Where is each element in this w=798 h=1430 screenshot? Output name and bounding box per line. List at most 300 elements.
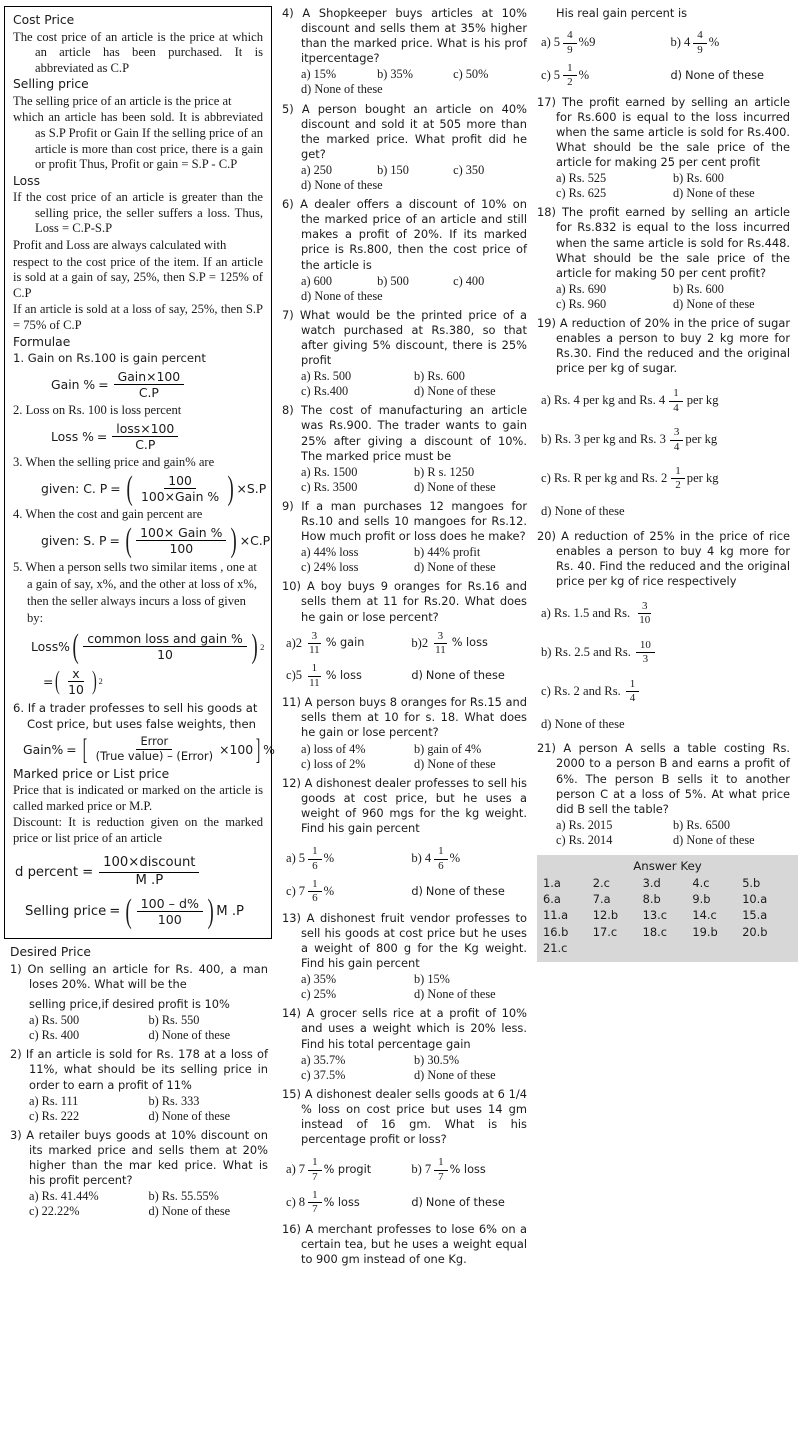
question-20-option-c[interactable] [537, 678, 790, 706]
question-5-text: A person bought an article on 40% discount and sold it at 505 more than the marked price. What profit did he get? [301, 101, 527, 161]
option-row [301, 163, 527, 178]
option-c-tail: % loss [323, 1195, 360, 1209]
column-right [533, 6, 794, 1430]
option-c-denominator: 6 [312, 892, 318, 905]
option-c-denominator: 2 [567, 76, 573, 89]
option-b-denominator: 9 [697, 43, 703, 56]
option-a[interactable]: a) Rs. 111 [29, 1093, 79, 1108]
question-14-options [282, 1053, 527, 1083]
formula-1-num: 1. [13, 351, 25, 366]
option-d[interactable]: d) None of these [673, 296, 755, 311]
option-c[interactable] [286, 662, 411, 690]
option-b-numerator: 3 [434, 630, 448, 644]
formula-4-text [13, 507, 263, 523]
option-row [29, 1204, 268, 1219]
option-row [301, 480, 527, 495]
option-d[interactable]: d) None of these [414, 987, 496, 1002]
option-c[interactable]: c) 25% [301, 987, 337, 1002]
question-19-option-d[interactable] [537, 505, 790, 519]
answer-key-row [543, 907, 792, 923]
d-percent-numerator: 100×discount [99, 855, 199, 872]
answer-cell: 5.b [742, 876, 761, 890]
question-10 [282, 579, 527, 624]
question-17 [537, 95, 790, 170]
option-a[interactable]: a) 600 [301, 273, 333, 288]
option-row [556, 297, 790, 312]
formula-2-lhs: Loss % [51, 429, 94, 445]
question-14 [282, 1006, 527, 1051]
formula-3-label: When the selling price and gain% are [25, 455, 215, 470]
question-1-text: On selling an article for Rs. 400, a man loses 20%. What will be the [27, 961, 268, 991]
text-cost-price-def: The cost price of an article is the price at which an article has been purchased. It is abbreviated as C.P [13, 29, 263, 75]
option-row [29, 1013, 268, 1028]
answer-cell: 16.b [543, 924, 569, 939]
option-b-fraction [434, 1156, 448, 1184]
answer-key-row [543, 924, 792, 940]
question-16-options-row-2 [537, 62, 790, 90]
option-d[interactable]: d) None of these [148, 1204, 231, 1219]
option-a-tail: %9 [578, 35, 596, 50]
option-b-tail: % loss [451, 636, 488, 650]
option-b[interactable] [411, 845, 527, 873]
answer-cell: 6.a [543, 892, 561, 907]
question-2 [10, 1047, 268, 1092]
option-d-label: d) [411, 669, 423, 683]
option-a[interactable]: a) 15% [301, 67, 337, 82]
option-a[interactable]: a) Rs. 500 [301, 369, 352, 384]
answer-cell [742, 940, 792, 956]
option-row [301, 178, 527, 193]
formula-4-denominator: 100 [169, 541, 194, 557]
option-b-label: b) Rs. 3 per kg and Rs. 3 [541, 432, 666, 447]
question-20-option-a[interactable] [537, 600, 790, 628]
option-b[interactable]: b) 35% [377, 67, 413, 82]
question-1-options [10, 1013, 268, 1043]
option-c[interactable]: c) Rs. 222 [29, 1108, 80, 1123]
question-19-number: 19) [537, 316, 556, 331]
option-c[interactable]: c) Rs. 400 [29, 1028, 80, 1043]
option-d[interactable]: d) None of these [301, 288, 383, 303]
question-12-options-row-1 [282, 845, 527, 873]
formula-1-fraction [114, 369, 185, 400]
question-11 [282, 695, 527, 740]
formula-2-equation [13, 421, 263, 452]
equals-sign: = [96, 429, 108, 445]
question-18-options [537, 282, 790, 312]
option-d[interactable]: d) None of these [148, 1108, 231, 1123]
option-b-fraction [693, 29, 707, 57]
question-4-number: 4) [282, 6, 294, 20]
option-c-whole: 8 [298, 1194, 306, 1209]
option-b-value [684, 29, 709, 57]
question-2-options [10, 1094, 268, 1124]
option-a[interactable]: a) 35% [301, 972, 337, 987]
option-c[interactable]: c) Rs. 2014 [556, 832, 613, 847]
question-19-option-b[interactable] [537, 426, 790, 454]
formula-3-text [13, 455, 263, 471]
question-18-number: 18) [537, 205, 556, 220]
formula-5-denominator: 10 [157, 647, 173, 663]
option-d-text: None of these [425, 669, 505, 683]
option-d-label: d) None of these [541, 716, 625, 731]
option-c-tail: % [323, 883, 335, 898]
equals-sign: = [82, 864, 94, 880]
question-15-text: A dishonest dealer sells goods at 6 1/4 % loss on cost price but uses 14 gm instead of 16 gm. What is his percentage profit or loss? [301, 1086, 527, 1147]
answer-cell: 19.b [692, 924, 718, 939]
option-a[interactable]: a) Rs. 500 [29, 1013, 80, 1028]
option-b-denominator: 11 [435, 644, 446, 657]
option-b-numerator: 1 [434, 845, 448, 859]
option-c[interactable]: c) loss of 2% [301, 756, 366, 771]
option-d[interactable] [411, 1197, 527, 1209]
question-15-options-row-2 [282, 1189, 527, 1217]
answer-key-title: Answer Key [633, 859, 702, 873]
option-d[interactable] [411, 886, 527, 898]
answer-cell: 9.b [692, 892, 711, 907]
question-17-number: 17) [537, 94, 556, 109]
option-c[interactable]: c) 400 [453, 273, 485, 288]
option-c-fraction [563, 62, 577, 90]
question-19-text: A reduction of 20% in the price of sugar enables a person to buy 2 kg more for Rs.30. Find the reduced and the original price per kg of sugar. [556, 316, 790, 376]
option-b[interactable] [670, 29, 790, 57]
formula-4-equation [13, 521, 271, 559]
question-21-options [537, 818, 790, 848]
option-b[interactable]: b) Rs. 600 [673, 171, 724, 186]
question-21-number: 21) [537, 741, 556, 756]
question-8-options [282, 465, 527, 495]
option-b-label: b) [670, 35, 681, 50]
question-10-number: 10) [282, 579, 301, 594]
option-row [29, 1189, 268, 1204]
option-b-value [425, 1156, 450, 1184]
question-13-options [282, 972, 527, 1002]
option-a-whole: 5 [298, 851, 306, 866]
d-percent-denominator: M .P [135, 872, 164, 888]
option-a[interactable] [286, 1156, 411, 1184]
selling-price-rhs: M .P [216, 904, 244, 920]
option-c[interactable]: c) Rs. 960 [556, 296, 607, 311]
question-12-number: 12) [282, 775, 301, 790]
text-loss-25-percent: If an article is sold at a loss of say, 25%, then S.P = 75% of C.P [13, 302, 263, 332]
option-d[interactable]: d) None of these [673, 832, 755, 847]
option-a-label: a) [286, 635, 296, 650]
question-13-text: A dishonest fruit vendor professes to sell his goods at cost price but he uses a weight of 800 g for the Kg weight. Find his gain percent [301, 910, 527, 971]
option-b[interactable] [411, 1156, 527, 1184]
option-c-value [296, 662, 326, 690]
option-a-fraction [635, 600, 654, 628]
option-b-fraction [670, 426, 684, 454]
option-c[interactable]: c) 22.22% [29, 1204, 80, 1219]
question-20-text: A reduction of 25% in the price of rice enables a person to buy 4 kg more for Rs. 40. Find the reduced and the original price per kg of rice respectively [556, 528, 790, 588]
option-c[interactable] [286, 1189, 411, 1217]
formula-5-denominator-b: 10 [68, 681, 84, 697]
option-a[interactable]: a) loss of 4% [301, 741, 366, 756]
option-c-numerator: 1 [308, 1189, 322, 1203]
formula-1-denominator: C.P [138, 385, 159, 401]
option-b-fraction [431, 630, 450, 658]
text-selling-price-def-2: which an article has been sold. It is abbreviated as S.P Profit or Gain If the selling price of an article is more than cost price, there is a gain or profit Thus, Profit or gain = S.P - C.P [13, 110, 263, 172]
option-a-whole: 2 [295, 635, 303, 650]
option-c[interactable]: c) 50% [453, 67, 489, 82]
question-21-text: A person A sells a table costing Rs. 2000 to a person B and earns a profit of 6%. The person B sells it to another person C at a loss of 5%. At what price did B sell the table? [556, 741, 790, 816]
option-a-numerator: 4 [563, 29, 577, 43]
option-c-numerator: 1 [563, 62, 577, 76]
option-a-tail: % gain [325, 636, 365, 650]
option-b[interactable]: b) Rs. 6500 [673, 817, 731, 832]
option-a[interactable]: a) Rs. 1500 [301, 464, 358, 479]
option-d[interactable]: d) None of these [673, 186, 755, 201]
option-a-label: a) [286, 851, 296, 866]
question-4 [282, 6, 527, 66]
question-16 [282, 1222, 527, 1267]
option-row [556, 833, 790, 848]
option-d-label: d) None of these [541, 503, 625, 518]
option-c[interactable]: c) Rs. 3500 [301, 479, 358, 494]
selling-price-equation [13, 892, 263, 930]
option-c-denominator: 7 [312, 1203, 318, 1216]
option-a[interactable] [541, 29, 670, 57]
question-19-option-a[interactable] [537, 387, 790, 415]
paren-open: ( [125, 521, 132, 559]
answer-cell: 15.a [742, 908, 768, 923]
option-c-fraction [671, 465, 685, 493]
option-row [301, 465, 527, 480]
option-row [301, 545, 527, 560]
option-b-denominator: 4 [673, 440, 680, 453]
question-11-text: A person buys 8 oranges for Rs.15 and sells them at 10 for s. 18. What does he gain or lose percent? [301, 695, 527, 740]
question-7-number: 7) [282, 307, 294, 322]
question-16-number: 16) [282, 1221, 301, 1236]
question-5 [282, 102, 527, 162]
question-7-text: What would be the printed price of a watch purchased at Rs.380, so that after giving 5% discount, there is 25% profit [299, 307, 527, 368]
option-b[interactable]: b) Rs. 600 [673, 281, 724, 296]
question-16-options-row-1 [537, 29, 790, 57]
question-12 [282, 776, 527, 836]
question-4-options [282, 67, 527, 97]
option-b-whole: 7 [424, 1162, 432, 1177]
option-c[interactable] [286, 878, 411, 906]
option-a[interactable]: a) Rs. 690 [556, 281, 607, 296]
question-3-number: 3) [10, 1127, 22, 1142]
option-b-tail: % loss [449, 1162, 486, 1176]
option-a-numerator: 3 [308, 630, 322, 644]
option-a-tail: % [323, 851, 335, 866]
formula-3-rhs: ×S.P [236, 481, 267, 497]
answer-cell: 1.a [543, 876, 561, 890]
option-c[interactable] [541, 62, 670, 90]
formula-5-equals: = [43, 673, 54, 689]
paren-open: ( [72, 628, 79, 666]
formula-5-equation-b [13, 666, 263, 697]
option-row [301, 1053, 527, 1068]
option-d[interactable]: d) None of these [301, 178, 383, 193]
text-loss-def: If the cost price of an article is greater than the selling price, the seller suffers a loss. Thus, Loss = C.P-S.P [13, 190, 263, 236]
option-a[interactable] [286, 630, 411, 658]
option-b-numerator: 4 [693, 29, 707, 43]
option-b-denominator: 3 [642, 653, 649, 666]
option-b-denominator: 6 [438, 859, 444, 872]
option-c-value [299, 1189, 324, 1217]
option-b[interactable] [411, 630, 527, 658]
question-16-text: A merchant professes to lose 6% on a certain tea, but he uses a weight equal to 900 gm instead of one Kg. [301, 1221, 527, 1266]
option-row [301, 560, 527, 575]
option-b[interactable]: b) R s. 1250 [414, 464, 475, 479]
formula-1-numerator: Gain×100 [114, 369, 185, 385]
option-b[interactable]: b) Rs. 600 [414, 369, 465, 384]
formula-2-denominator: C.P [135, 437, 156, 453]
option-c-numerator: 1 [626, 678, 640, 692]
question-12-text: A dishonest dealer professes to sell his goods at cost price, but he uses a weight of 960 mgs for the kg weight. Find his gain percent [301, 775, 527, 836]
option-a-whole: 7 [298, 1162, 306, 1177]
option-row [556, 186, 790, 201]
question-19-option-c[interactable] [537, 465, 790, 493]
answer-cell [593, 940, 643, 956]
option-a[interactable]: a) 250 [301, 162, 333, 177]
option-c-numerator: 1 [308, 878, 322, 892]
answer-cell: 2.c [592, 876, 610, 890]
option-a-denominator: 7 [312, 1170, 318, 1183]
option-c[interactable]: c) 37.5% [301, 1067, 346, 1082]
question-1 [10, 962, 268, 992]
question-13 [282, 911, 527, 971]
equals-sign: = [109, 533, 120, 549]
option-a-label: a) [286, 1162, 296, 1177]
option-d[interactable]: d) None of these [301, 82, 383, 97]
option-b[interactable]: b) 15% [414, 972, 450, 987]
formula-3-denominator: 100×Gain % [140, 489, 220, 505]
formula-1-text [13, 351, 263, 367]
heading-formulae: Formulae [13, 334, 71, 349]
question-7 [282, 308, 527, 368]
formula-3-fraction [137, 473, 223, 504]
question-20-option-d[interactable] [537, 718, 790, 732]
option-a-fraction [669, 387, 683, 415]
option-b[interactable]: b) 44% profit [414, 545, 481, 560]
option-d[interactable]: d) None of these [414, 384, 496, 399]
option-d[interactable] [670, 70, 790, 82]
option-c[interactable]: c) 24% loss [301, 560, 359, 575]
option-d[interactable]: d) None of these [414, 1067, 496, 1082]
selling-price-numerator: 100 – d% [137, 896, 203, 912]
formula-6-percent: % [263, 741, 275, 757]
formula-6-rhs: ×100 [219, 741, 254, 757]
option-c-label: c) [286, 668, 296, 683]
question-18 [537, 205, 790, 280]
option-a[interactable]: a) Rs. 41.44% [29, 1189, 99, 1204]
option-d-label: d) [670, 68, 683, 82]
formula-6-label: If a trader professes to sell his goods at Cost price, but uses false weights, then [27, 700, 258, 731]
formula-5-label: When a person sells two similar items , one at a gain of say, x%, and the other at loss of x%, then the seller always incurs a loss of given by: [25, 560, 258, 626]
option-a[interactable]: a) 44% loss [301, 545, 359, 560]
selling-price-fraction [137, 896, 203, 928]
option-c-whole: 5 [553, 67, 561, 82]
option-c-tail: per kg [686, 471, 719, 486]
option-a-denominator: 10 [639, 614, 651, 627]
question-20-number: 20) [537, 528, 556, 543]
option-b[interactable]: b) 150 [377, 162, 409, 177]
option-d[interactable]: d) None of these [414, 479, 496, 494]
option-c[interactable]: c) 350 [453, 162, 485, 177]
formula-1-lhs: Gain % [51, 377, 96, 393]
option-row [301, 1068, 527, 1083]
answer-cell: 11.a [543, 908, 569, 923]
heading-selling-price: Selling price [13, 77, 89, 92]
option-row [301, 972, 527, 987]
column-left [4, 6, 276, 1430]
option-d[interactable] [411, 670, 527, 682]
answer-cell [692, 940, 742, 956]
formula-5-num: 5. [13, 560, 23, 575]
option-b-numerator: 10 [636, 639, 655, 653]
option-a-fraction [305, 630, 324, 658]
option-c[interactable]: c) Rs. 625 [556, 186, 607, 201]
option-a-value [299, 1156, 324, 1184]
heading-cost-price: Cost Price [13, 13, 75, 27]
paren-open: ( [126, 469, 133, 507]
d-percent-equation [13, 855, 263, 888]
question-17-text: The profit earned by selling an article for Rs.600 is equal to the loss incurred when the same article is sold for Rs.400. What should be the sale price of the article for making 25 per cent profit [556, 94, 790, 170]
formula-4-num: 4. [13, 507, 23, 522]
paren-close: ) [91, 666, 97, 696]
text-respect-cost-price: respect to the cost price of the item. If an article is sold at a gain of say, 25%, then S.P = 125% of C.P [13, 254, 263, 300]
option-b[interactable]: b) Rs. 550 [148, 1013, 200, 1028]
option-b-tail: % [708, 35, 720, 50]
option-b[interactable]: b) gain of 4% [414, 741, 482, 756]
question-19 [537, 316, 790, 376]
option-b-denominator: 7 [438, 1170, 444, 1183]
theory-box [4, 6, 275, 939]
option-c[interactable]: c) Rs.400 [301, 384, 349, 399]
formula-6-lhs: Gain% [23, 741, 64, 757]
formula-5-numerator: common loss and gain % [83, 631, 247, 647]
question-8-number: 8) [282, 403, 294, 418]
answer-cell: 21.c [543, 940, 568, 955]
option-a[interactable]: a) 35.7% [301, 1052, 346, 1067]
desired-price-section [4, 939, 272, 1219]
question-4-text: A Shopkeeper buys articles at 10% discount and sells them at 35% higher than the marked price. What is his prof itpercentage? [301, 6, 527, 66]
option-d[interactable]: d) None of these [148, 1028, 231, 1043]
option-a[interactable]: a) Rs. 525 [556, 171, 607, 186]
formula-1-label: Gain on Rs.100 is gain percent [27, 351, 206, 366]
question-12-options-row-2 [282, 878, 527, 906]
option-b[interactable]: b) Rs. 333 [148, 1093, 200, 1108]
option-b[interactable]: b) 30.5% [414, 1052, 460, 1067]
question-3 [10, 1128, 268, 1188]
question-20-option-b[interactable] [537, 639, 790, 667]
formula-6-text [13, 700, 263, 732]
option-b-value [425, 845, 450, 873]
option-c-fraction [308, 1189, 322, 1217]
option-d[interactable]: d) None of these [414, 756, 496, 771]
question-21 [537, 741, 790, 816]
option-row [301, 289, 527, 304]
option-b[interactable]: b) 500 [377, 273, 409, 288]
selling-price-denominator: 100 [157, 912, 182, 928]
option-b[interactable]: b) Rs. 55.55% [148, 1189, 219, 1204]
option-d[interactable]: d) None of these [414, 560, 496, 575]
option-row [556, 818, 790, 833]
option-c-label: c) [286, 883, 296, 898]
option-row [301, 274, 527, 289]
option-b-numerator: 3 [670, 426, 684, 440]
option-a-fraction [308, 1156, 322, 1184]
formula-3-num: 3. [13, 455, 23, 470]
answer-cell: 17.c [592, 924, 618, 939]
option-a[interactable]: a) Rs. 2015 [556, 817, 613, 832]
option-a[interactable] [286, 845, 411, 873]
question-8-text: The cost of manufacturing an article was Rs.900. The trader wants to gain 25% after giving a discount of 10%. The marked price must be [301, 403, 527, 463]
option-c-fraction [626, 678, 640, 706]
